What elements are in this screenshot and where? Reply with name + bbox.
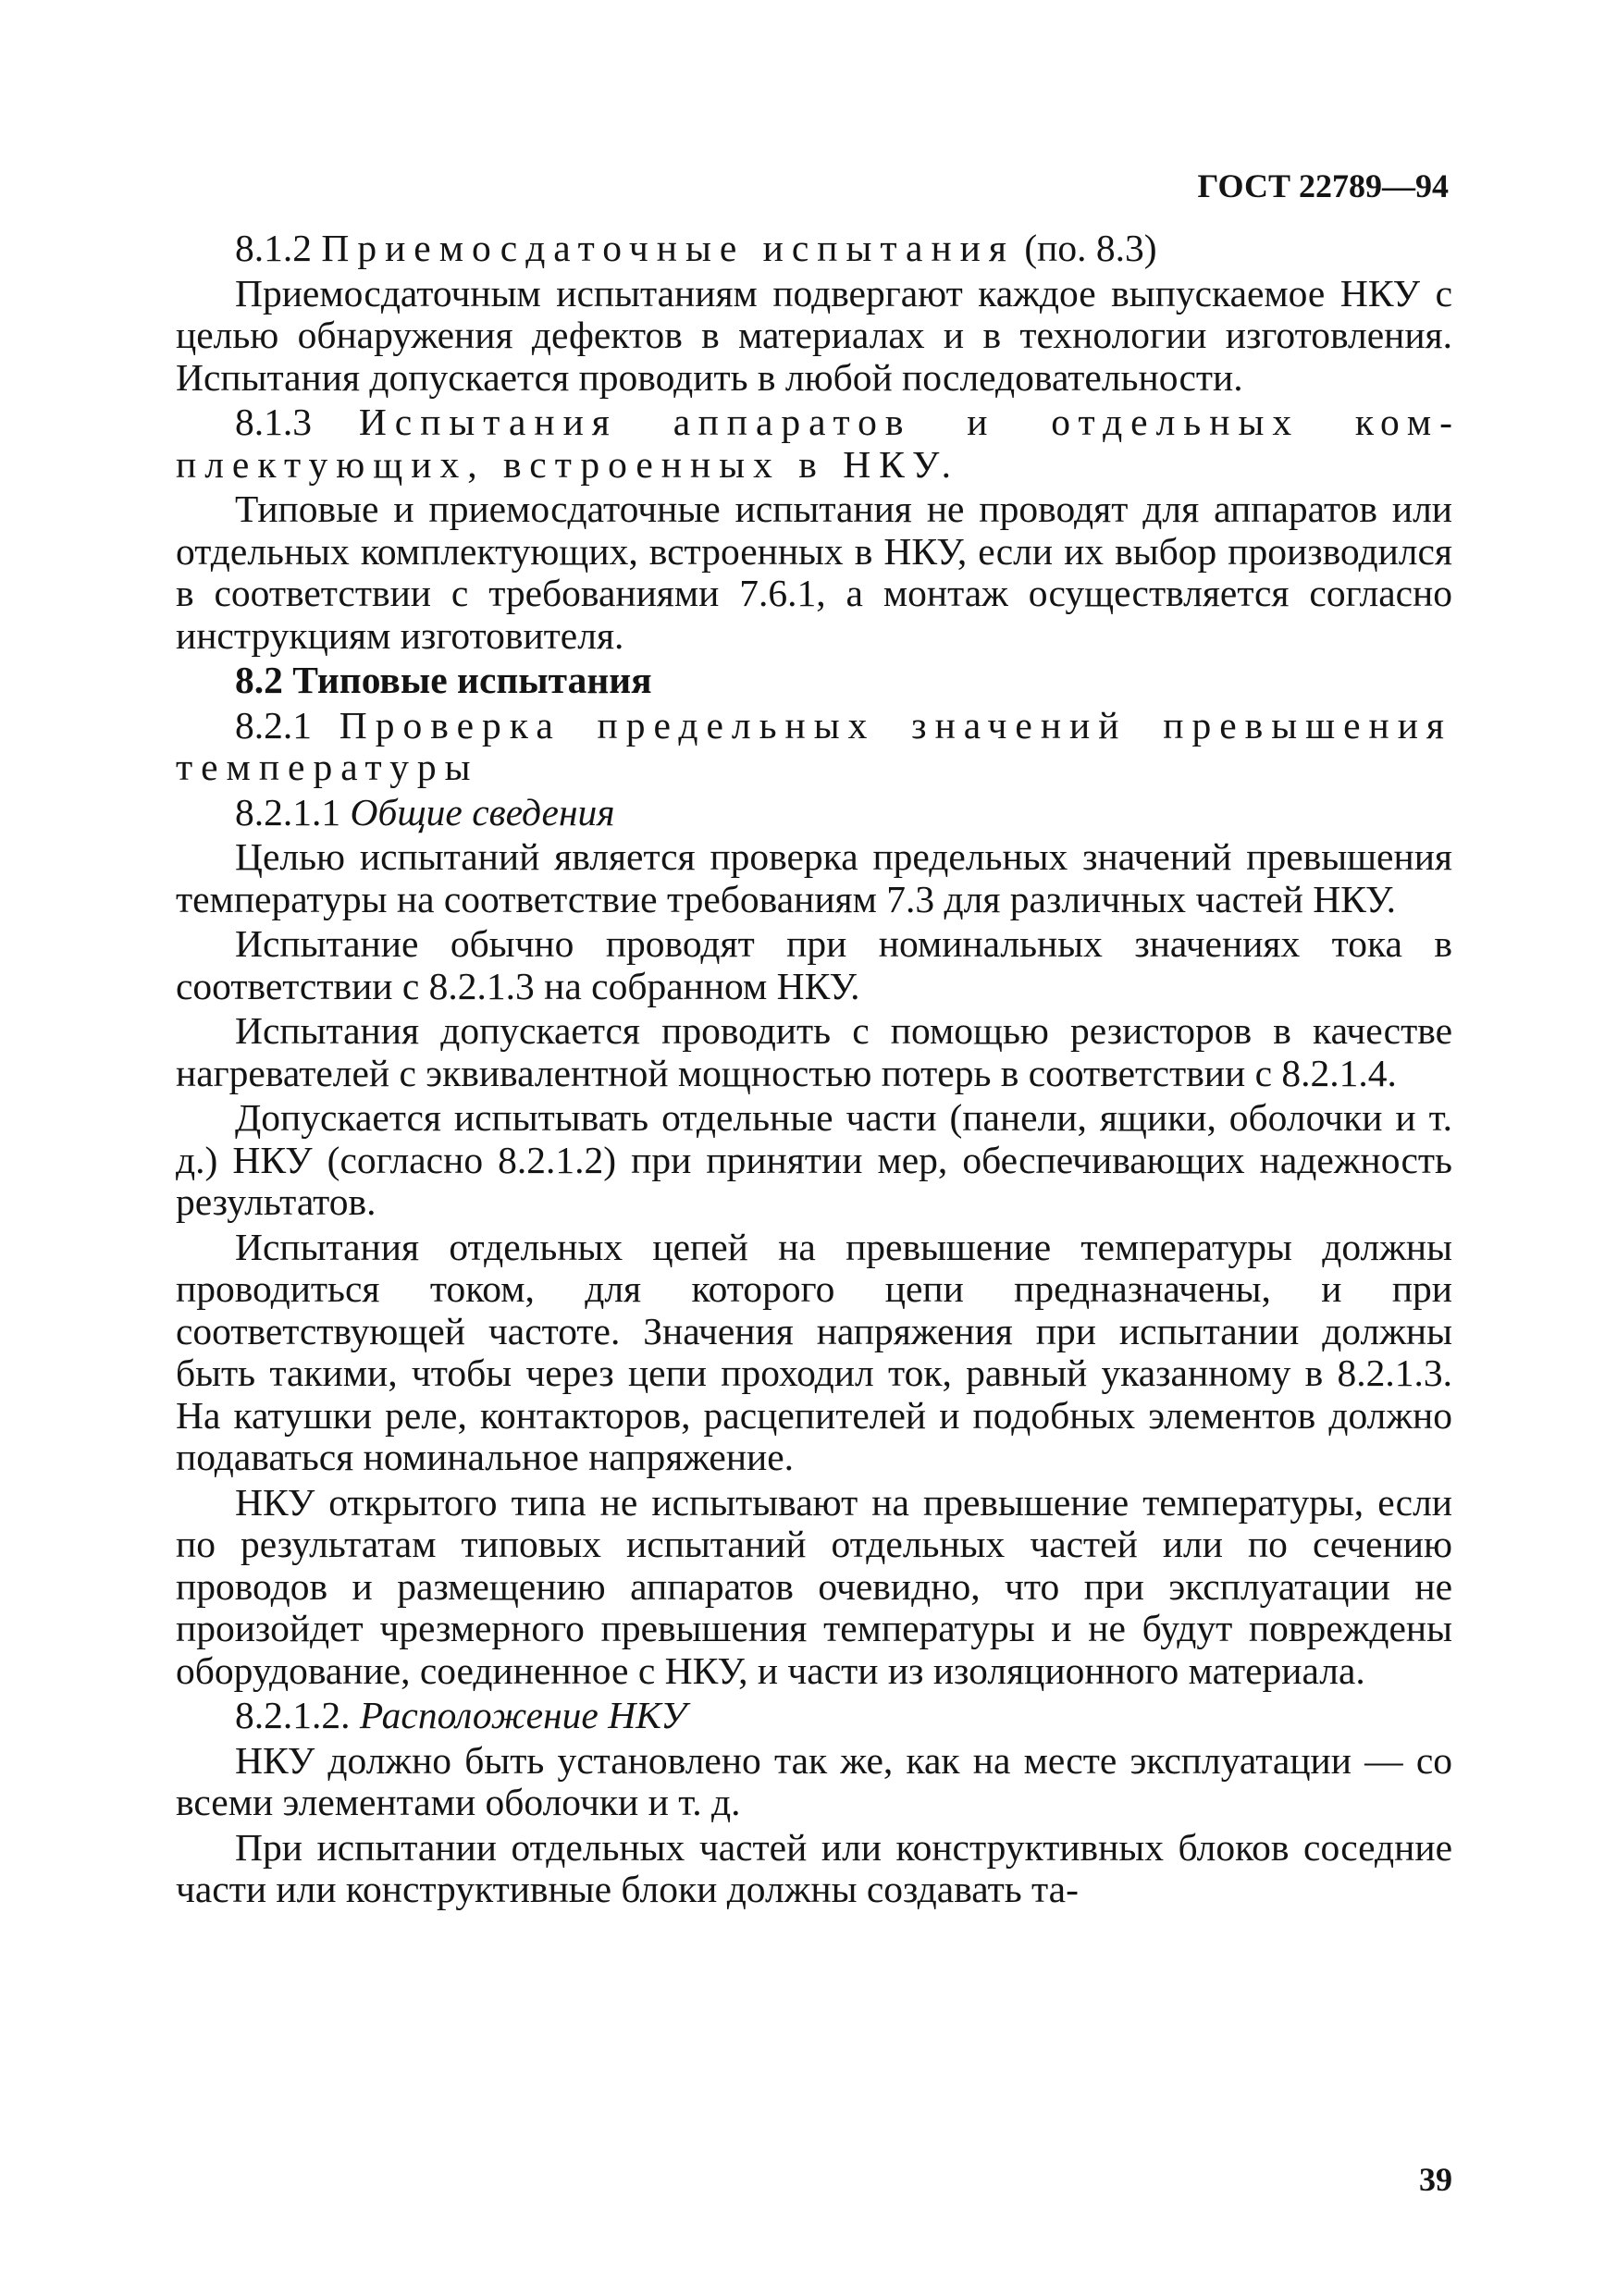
section-title: Расположение НКУ [359, 1694, 687, 1736]
section-number: 8.2.1.1 [235, 790, 341, 833]
section-8-1-3-heading [176, 401, 1452, 486]
section-title: Общие сведения [350, 790, 615, 833]
paragraph: Типовые и приемосдаточные испытания не проводят для аппаратов или отдельных комплектующих, встроенных в НКУ, если их выбор производился в соответствии с требованиями 7.6.1, а монтаж осуществляется согласно инструкциям изготовителя. [176, 488, 1452, 657]
paragraph: При испытании отдельных частей или конструктивных блоков соседние части или конструктивные блоки должны создавать та- [176, 1825, 1452, 1910]
document-body [176, 228, 1452, 1914]
section-8-2-1-heading [176, 705, 1452, 789]
paragraph: Испытание обычно проводят при номинальных значениях тока в соответствии с 8.2.1.3 на собранном НКУ. [176, 922, 1452, 1007]
paragraph: Испытания допускается проводить с помощью резисторов в качестве нагревателей с эквивалентной мощностью потерь в соответствии с 8.2.1.4. [176, 1009, 1452, 1094]
section-number: 8.2.1.2. [235, 1694, 351, 1736]
section-8-2-1-1-heading [176, 792, 1452, 834]
paragraph: НКУ должно быть установлено так же, как на месте эксплуатации — со всеми элементами оболочки и т. д. [176, 1738, 1452, 1823]
section-number: 8.2.1 [235, 703, 312, 747]
section-number: 8.1.2 [235, 227, 312, 269]
section-8-2-heading: 8.2 Типовые испытания [235, 659, 652, 701]
paragraph: Испытания отдельных цепей на превышение температуры должны проводиться током, для которого цепи предназначены, и при соответствующей частоте. Значения напряжения при испытании должны быть такими, чтобы через цепи проходил ток, равный указанному в 8.2.1.3. На катушки реле, контакторов, расцепителей и подобных элементов должно подаваться номинальное напряжение. [176, 1225, 1452, 1478]
page-number: 39 [1419, 2161, 1452, 2198]
section-8-2-1-2-heading [176, 1695, 1452, 1737]
paragraph: Допускается испытывать отдельные части (панели, ящики, оболочки и т. д.) НКУ (согласно 8.2.1.2) при принятии мер, обеспечивающих надежность результатов. [176, 1096, 1452, 1223]
section-title: Испытания аппаратов и отдельных комплектующих, встроенных в НКУ. [176, 401, 1452, 486]
document-code: ГОСТ 22789—94 [1197, 167, 1449, 204]
paragraph: Целью испытаний является проверка предельных значений превышения температуры на соответствие требованиям 7.3 для различных частей НКУ. [176, 835, 1452, 920]
paragraph: НКУ открытого типа не испытывают на превышение температуры, если по результатам типовых испытаний отдельных частей или по сечению проводов и размещению аппаратов очевидно, что при эксплуатации не произойдет чрезмерного превышения температуры и не будут повреждены оборудование, соединенное с НКУ, и части из изоляционного материала. [176, 1480, 1452, 1692]
section-title: Приемосдаточные испытания [321, 227, 1015, 269]
section-title: Проверка предельных значений превышения температуры [176, 703, 1452, 788]
section-8-1-2-heading [176, 228, 1452, 270]
section-reference: (по. 8.3) [1024, 227, 1157, 269]
paragraph: Приемосдаточным испытаниям подвергают каждое выпускаемое НКУ с целью обнаружения дефектов в материалах и в технологии изготовления. Испытания допускается проводить в любой последовательности. [176, 271, 1452, 399]
section-number: 8.1.3 [235, 401, 312, 443]
